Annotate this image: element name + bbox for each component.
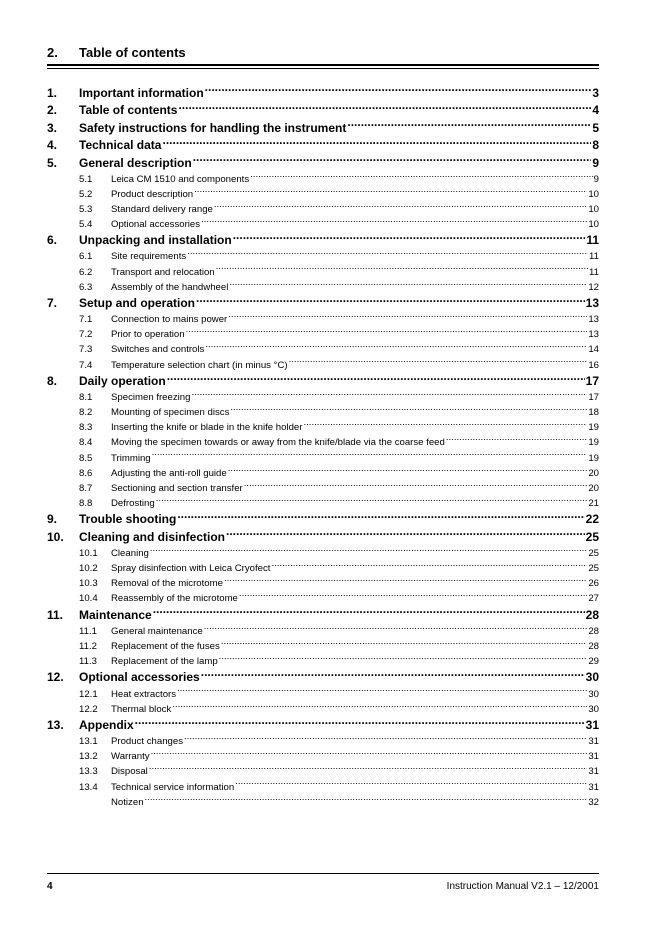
toc-leader-dots — [289, 352, 588, 367]
toc-entry-number: 11.1 — [79, 625, 97, 637]
toc-leader-dots — [196, 290, 585, 308]
toc-entry-title: Notizen — [111, 796, 144, 808]
toc-leader-dots — [271, 556, 587, 571]
toc-entry-title: Sectioning and section transfer — [111, 482, 243, 494]
toc-entry-number: 13. — [47, 718, 64, 733]
toc-entry-number: 10.2 — [79, 562, 98, 574]
toc-entry-title: Unpacking and installation — [79, 233, 232, 248]
toc-entry-number: 5.2 — [79, 188, 93, 200]
toc-leader-dots — [193, 149, 592, 167]
footer-page-number: 4 — [47, 881, 53, 892]
toc-leader-dots — [135, 712, 585, 730]
toc-entry-title: Switches and controls — [111, 344, 205, 356]
toc-entry-title: Specimen freezing — [111, 392, 191, 404]
toc-leader-dots — [172, 697, 587, 712]
toc-entry-title: Table of contents — [79, 103, 178, 117]
toc-entry-number: 4. — [47, 138, 58, 152]
toc-entry-number: 7.2 — [79, 329, 93, 341]
toc-entry-number: 8.8 — [79, 497, 93, 509]
toc-leader-dots — [201, 664, 585, 682]
toc-leader-dots — [194, 182, 587, 197]
toc-entry-page: 9 — [593, 173, 599, 185]
toc-entry-title: Inserting the knife or blade in the knife holder — [111, 422, 303, 434]
toc-entry-number: 12.1 — [79, 688, 98, 700]
toc-entry-title: Temperature selection chart (in minus °C) — [111, 359, 288, 371]
toc-entry-number: 5.4 — [79, 218, 93, 230]
toc-entry-page: 16 — [588, 359, 599, 371]
toc-leader-dots — [167, 368, 585, 386]
toc-entry-title: Reassembly of the microtome — [111, 593, 238, 605]
toc-entry-title: Defrosting — [111, 497, 155, 509]
toc-entry-page: 9 — [592, 155, 599, 170]
toc-entry-title: Safety instructions for handling the instrument — [79, 120, 347, 135]
toc-entry-number: 13.1 — [79, 736, 98, 748]
toc-entry-title: Site requirements — [111, 251, 187, 263]
toc-entry-page: 20 — [588, 467, 599, 479]
toc-entry-number: 8.2 — [79, 407, 93, 419]
toc-entry-title: Adjusting the anti-roll guide — [111, 467, 227, 479]
toc-leader-dots — [347, 114, 591, 132]
toc-entry-number: 8.3 — [79, 422, 93, 434]
footer-manual-info: Instruction Manual V2.1 – 12/2001 — [446, 881, 599, 892]
toc-entry-page: 31 — [588, 736, 599, 748]
toc-entry-title: Moving the specimen towards or away from the knife/blade via the coarse feed — [111, 437, 445, 449]
toc-entry-page: 20 — [588, 482, 599, 494]
toc-entry-title: Cleaning — [111, 547, 149, 559]
toc-entry-title: Trimming — [111, 452, 151, 464]
section-heading — [47, 45, 186, 60]
toc-entry-title: Optional accessories — [79, 670, 200, 685]
toc-entry-page: 27 — [588, 593, 599, 605]
toc-entry-title: Replacement of the lamp — [111, 655, 218, 667]
toc-entry-number: 8.4 — [79, 437, 93, 449]
toc-entry-title: Leica CM 1510 and components — [111, 173, 250, 185]
toc-leader-dots — [216, 259, 588, 274]
toc-leader-dots — [178, 97, 591, 115]
toc-leader-dots — [303, 415, 587, 430]
toc-entry-number: 6.1 — [79, 251, 93, 263]
toc-entry-title: Removal of the microtome — [111, 578, 223, 590]
toc-entry-title: Appendix — [79, 718, 134, 733]
toc-entry-page: 32 — [588, 796, 599, 808]
toc-entry-number: 8.1 — [79, 392, 93, 404]
toc-entry-number: 8.7 — [79, 482, 93, 494]
toc-entry-page: 31 — [588, 781, 599, 793]
toc-entry-title: Daily operation — [79, 374, 166, 389]
toc-entry-number: 11.2 — [79, 640, 97, 652]
toc-entry-title: Connection to mains power — [111, 314, 228, 326]
toc-entry-title: Important information — [79, 85, 204, 100]
toc-entry-page: 28 — [588, 640, 599, 652]
toc-entry-number: 5.1 — [79, 173, 93, 185]
toc-entry-page: 19 — [588, 452, 599, 464]
toc-leader-dots — [239, 586, 587, 601]
toc-entry-title: Thermal block — [111, 703, 172, 715]
toc-entry-title: Technical data — [79, 138, 162, 152]
toc-entry-title: Heat extractors — [111, 688, 177, 700]
toc-entry-number: 11. — [47, 607, 64, 622]
toc-entry-page: 3 — [592, 85, 599, 100]
toc-entry-page: 17 — [588, 392, 599, 404]
toc-leader-dots — [191, 385, 587, 400]
toc-entry-page: 25 — [585, 529, 599, 544]
toc-leader-dots — [186, 322, 588, 337]
toc-entry-title: Standard delivery range — [111, 203, 213, 215]
toc-entry-page: 13 — [588, 329, 599, 341]
toc-entry-page: 19 — [588, 437, 599, 449]
toc-entry-number: 9. — [47, 512, 58, 527]
toc-entry-title: Technical service information — [111, 781, 235, 793]
toc-leader-dots — [162, 132, 591, 150]
toc-leader-dots — [226, 523, 585, 541]
toc-entry-number: 6.3 — [79, 281, 93, 293]
toc-entry-page: 30 — [585, 670, 599, 685]
toc-entry-title: General description — [79, 155, 192, 170]
toc-entry-number: 7.3 — [79, 344, 93, 356]
toc-entry-page: 31 — [588, 766, 599, 778]
toc-leader-dots — [177, 681, 587, 696]
toc-entry-page: 10 — [588, 218, 599, 230]
toc-leader-dots — [156, 491, 588, 506]
toc-entry-number: 6. — [47, 233, 58, 248]
toc-entry-page: 4 — [592, 103, 599, 117]
toc-leader-dots — [205, 337, 587, 352]
toc-entry-title: Spray disinfection with Leica Cryofect — [111, 562, 271, 574]
toc-entry-title: Mounting of specimen discs — [111, 407, 230, 419]
toc-entry-number: 13.3 — [79, 766, 98, 778]
toc-leader-dots — [233, 227, 586, 245]
toc-entry-title: Maintenance — [79, 607, 152, 622]
toc-entry-page: 30 — [588, 703, 599, 715]
toc-entry-page: 11 — [589, 251, 599, 263]
toc-entry-page: 29 — [588, 655, 599, 667]
toc-entry-title: Replacement of the fuses — [111, 640, 220, 652]
toc-entry-title: Setup and operation — [79, 296, 196, 311]
toc-entry-page: 31 — [588, 751, 599, 763]
toc-leader-dots — [228, 461, 588, 476]
toc-entry-title: Cleaning and disinfection — [79, 529, 226, 544]
toc-leader-dots — [244, 476, 588, 491]
toc-entry-number: 10. — [47, 529, 64, 544]
toc-entry-page: 13 — [588, 314, 599, 326]
toc-entry-title: Product changes — [111, 736, 183, 748]
toc-entry-number: 11.3 — [79, 655, 97, 667]
toc-leader-dots — [219, 649, 588, 664]
toc-entry-number: 6.2 — [79, 266, 93, 278]
toc-leader-dots — [201, 212, 587, 227]
toc-entry-number: 8. — [47, 374, 58, 389]
toc-entry-page: 17 — [585, 374, 599, 389]
toc-entry-title: Trouble shooting — [79, 512, 177, 527]
toc-entry-number: 7. — [47, 296, 58, 311]
toc-entry-page: 22 — [585, 512, 599, 527]
toc-leader-dots — [150, 541, 587, 556]
section-heading-title: Table of contents — [79, 45, 186, 60]
toc-entry-page: 21 — [588, 497, 599, 509]
toc-entry-page: 25 — [588, 562, 599, 574]
toc-leader-dots — [229, 275, 587, 290]
toc-entry-page: 10 — [588, 188, 599, 200]
toc-entry-number: 13.4 — [79, 781, 98, 793]
footer-rule — [47, 873, 599, 874]
toc-entry-number: 10.1 — [79, 547, 98, 559]
toc-entry-title: Prior to operation — [111, 329, 185, 341]
toc-entry-number: 3. — [47, 120, 58, 135]
toc-entry-page: 30 — [588, 688, 599, 700]
toc-entry-page: 28 — [588, 625, 599, 637]
toc-entry-number: 12. — [47, 670, 64, 685]
toc-entry-number: 13.2 — [79, 751, 98, 763]
toc-leader-dots — [153, 601, 585, 619]
toc-leader-dots — [228, 307, 587, 322]
toc-entry-number: 7.1 — [79, 314, 93, 326]
toc-entry-page: 12 — [588, 281, 599, 293]
toc-leader-dots — [145, 790, 588, 805]
toc-entry-title: Assembly of the handwheel — [111, 281, 229, 293]
toc-entry-number: 1. — [47, 85, 58, 100]
toc-entry-number: 10.4 — [79, 593, 98, 605]
heading-rule-thick — [47, 64, 599, 66]
toc-entry-title: General maintenance — [111, 625, 203, 637]
toc-leader-dots — [184, 729, 587, 744]
toc-entry-title: Disposal — [111, 766, 148, 778]
toc-entry-title: Product description — [111, 188, 194, 200]
toc-entry-number: 2. — [47, 103, 58, 117]
toc-entry-number: 12.2 — [79, 703, 98, 715]
toc-leader-dots — [224, 571, 587, 586]
toc-entry-number: 8.6 — [79, 467, 93, 479]
toc-entry-page: 14 — [588, 344, 599, 356]
toc-entry-number: 5. — [47, 155, 58, 170]
toc-leader-dots — [205, 79, 592, 97]
toc-chapter-entry[interactable] — [47, 79, 599, 100]
toc-leader-dots — [204, 619, 588, 634]
toc-leader-dots — [214, 197, 587, 212]
toc-entry-page: 25 — [588, 547, 599, 559]
toc-entry-page: 28 — [585, 607, 599, 622]
toc-entry-title: Transport and relocation — [111, 266, 215, 278]
toc-leader-dots — [230, 400, 587, 415]
toc-entry-page: 5 — [592, 120, 599, 135]
toc-entry-page: 18 — [588, 407, 599, 419]
toc-leader-dots — [149, 759, 588, 774]
toc-leader-dots — [235, 774, 587, 789]
toc-entry-page: 11 — [586, 233, 599, 248]
toc-entry-number: 5.3 — [79, 203, 93, 215]
toc-leader-dots — [250, 167, 593, 182]
toc-leader-dots — [221, 634, 588, 649]
toc-leader-dots — [152, 445, 588, 460]
heading-rule-thin — [47, 68, 599, 69]
toc-entry-number: 7.4 — [79, 359, 93, 371]
toc-leader-dots — [151, 744, 588, 759]
table-of-contents — [47, 79, 599, 808]
toc-entry-title: Warranty — [111, 751, 150, 763]
toc-entry-page: 26 — [588, 578, 599, 590]
toc-entry-page: 31 — [585, 718, 599, 733]
toc-entry-number: 10.3 — [79, 578, 98, 590]
toc-entry-page: 10 — [588, 203, 599, 215]
toc-entry-page: 19 — [588, 422, 599, 434]
section-heading-number: 2. — [47, 45, 58, 60]
toc-entry-number: 8.5 — [79, 452, 93, 464]
toc-entry-page: 8 — [592, 138, 599, 152]
toc-entry-title: Optional accessories — [111, 218, 201, 230]
toc-leader-dots — [446, 430, 588, 445]
toc-leader-dots — [177, 506, 584, 524]
toc-entry-page: 13 — [585, 296, 599, 311]
toc-entry-page: 11 — [589, 266, 599, 278]
toc-leader-dots — [187, 244, 588, 259]
